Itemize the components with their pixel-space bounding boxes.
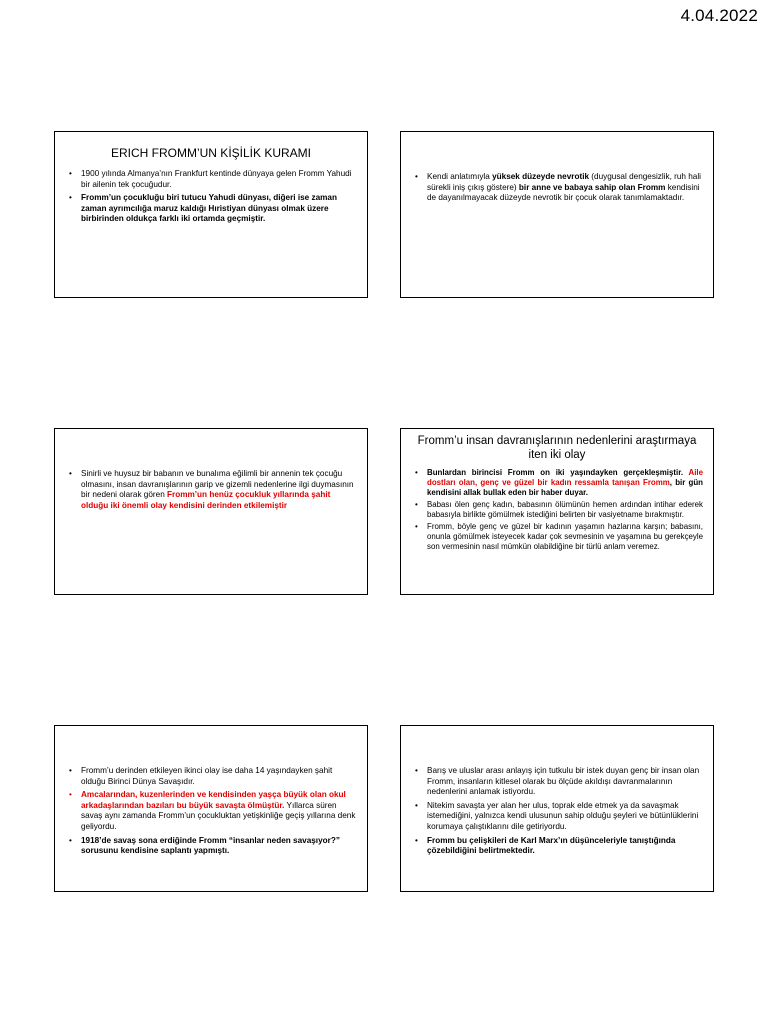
page-date: 4.04.2022 <box>680 6 758 25</box>
bullet-list <box>55 429 367 511</box>
bullet-text-bold: Fromm bu çelişkileri de Karl Marx’ın düşünceleriyle tanıştığında çözebildiğini belirtmektedir. <box>427 835 676 856</box>
bullet-item <box>69 193 357 225</box>
bullet-text: Nitekim savaşta yer alan her ulus, toprak elde etmek ya da savaşmak istemediğini, yalnızca kendi ulusunun sahip olduğu şeyleri ve bütünlüklerini korumaya çalıştıklarını dile getiriyordu. <box>427 800 699 831</box>
bullet-text: Sinirli ve huysuz bir babanın ve bunalıma eğilimli bir annenin tek çocuğu olmasını, insan davranışlarının garip ve gizemli nedenlerine ilgi duymasının bir nedeni olarak gören <box>81 469 354 500</box>
bullet-text-highlight: Amcalarından, kuzenlerinden ve kendisinden yaşça büyük olan okul arkadaşlarından bazıları bu büyük savaşta ölmüştür. <box>81 790 346 810</box>
bullet-item <box>415 836 703 857</box>
bullet-text-bold: sorusunu kendisine saplantı yapmıştı. <box>81 846 230 856</box>
bullet-text: Yıllarca süren savaş aynı zamanda Fromm’un çocukluktan yetişkinliğe geçiş yıllarına denk geliyordu. <box>81 800 356 831</box>
bullet-text: Barış ve uluslar arası anlayış için tutkulu bir istek duyan genç bir insan olan Fromm, insanların kitlesel olarak bu ölçüde akıldışı davranmalarının nedenlerini anlamak istiyordu. <box>427 766 700 797</box>
bullet-list <box>401 726 713 857</box>
bullet-item <box>415 500 703 520</box>
bullet-text-bold: 1918’de savaş sona erdiğinde Fromm “insanlar neden savaşıyor?” <box>81 835 340 845</box>
bullet-text: Kendi anlatımıyla <box>427 172 493 181</box>
bullet-text-bold: , bir gün kendisini allak bullak eden bir haber duyar. <box>427 478 703 497</box>
bullet-text: Fromm’u derinden etkileyen ikinci olay ise daha 14 yaşındayken şahit olduğu Birinci Dünya Savaşıdır. <box>81 766 333 786</box>
slide-5 <box>54 725 368 892</box>
bullet-item <box>415 801 703 833</box>
bullet-item <box>415 468 703 498</box>
bullet-list <box>55 726 367 857</box>
bullet-item <box>415 766 703 798</box>
bullet-text-bold: yüksek düzeyde nevrotik <box>492 172 590 181</box>
bullet-text: Fromm, böyle genç ve güzel bir kadının yaşamın hazlarına karşın; babasını, onunla gömülmek isteyecek kadar çok sevmesinin ve yaşamına bu gerekçeyle son vermesinin nasıl mümkün olabildiğine bir türlü anlam veremez. <box>427 522 703 551</box>
slide-3 <box>54 428 368 595</box>
bullet-text: 1900 yılında Almanya’nın Frankfurt kentinde dünyaya gelen Fromm Yahudi bir ailenin tek çocuğudur. <box>81 169 352 189</box>
bullet-list <box>55 169 367 225</box>
bullet-item <box>69 836 357 857</box>
bullet-item <box>69 766 357 787</box>
bullet-list <box>401 132 713 204</box>
slide-6 <box>400 725 714 892</box>
slide-title: Fromm’u insan davranışlarının nedenlerini araştırmaya iten iki olay <box>417 435 697 461</box>
bullet-text-highlight: Aile dostları olan, genç ve güzel bir kadın ressamla tanışan Fromm <box>427 468 703 487</box>
bullet-item <box>69 169 357 190</box>
slide-title: ERICH FROMM’UN KİŞİLİK KURAMI <box>110 146 311 160</box>
slide-4 <box>400 428 714 595</box>
bullet-text: (duygusal dengesizlik, ruh hali sürekli iniş çıkış göstere) <box>427 172 701 192</box>
slide-1 <box>54 131 368 298</box>
bullet-item <box>69 790 357 832</box>
bullet-item <box>415 522 703 552</box>
bullet-text: Fromm’un çocukluğu biri tutucu Yahudi dünyası, diğeri ise zaman zaman ayrımcılığa maruz kaldığı Hıristiyan dünyası olmak üzere birbirinden oldukça farklı iki ortamda geçmiştir. <box>81 193 337 224</box>
bullet-item <box>69 469 357 511</box>
bullet-text: Babası ölen genç kadın, babasının ölümünün hemen ardından intihar ederek babasıyla birlikte gömülmek istediğini belirten bir vasiyetname bırakmıştır. <box>427 500 703 519</box>
bullet-item <box>415 172 703 204</box>
bullet-text-bold: Bunlardan birincisi Fromm on iki yaşındayken gerçekleşmiştir. <box>427 468 689 477</box>
bullet-text-highlight: Fromm’un henüz çocukluk yıllarında şahit olduğu iki önemli olay kendisini derinden etkilemiştir <box>81 490 331 510</box>
bullet-list <box>401 468 713 552</box>
bullet-text: kendisini de dayanılmayacak düzeyde nevrotik bir çocuk olarak tanımlamaktadır. <box>427 182 700 203</box>
bullet-text-bold: bir anne ve babaya sahip olan Fromm <box>518 182 666 192</box>
slide-2 <box>400 131 714 298</box>
